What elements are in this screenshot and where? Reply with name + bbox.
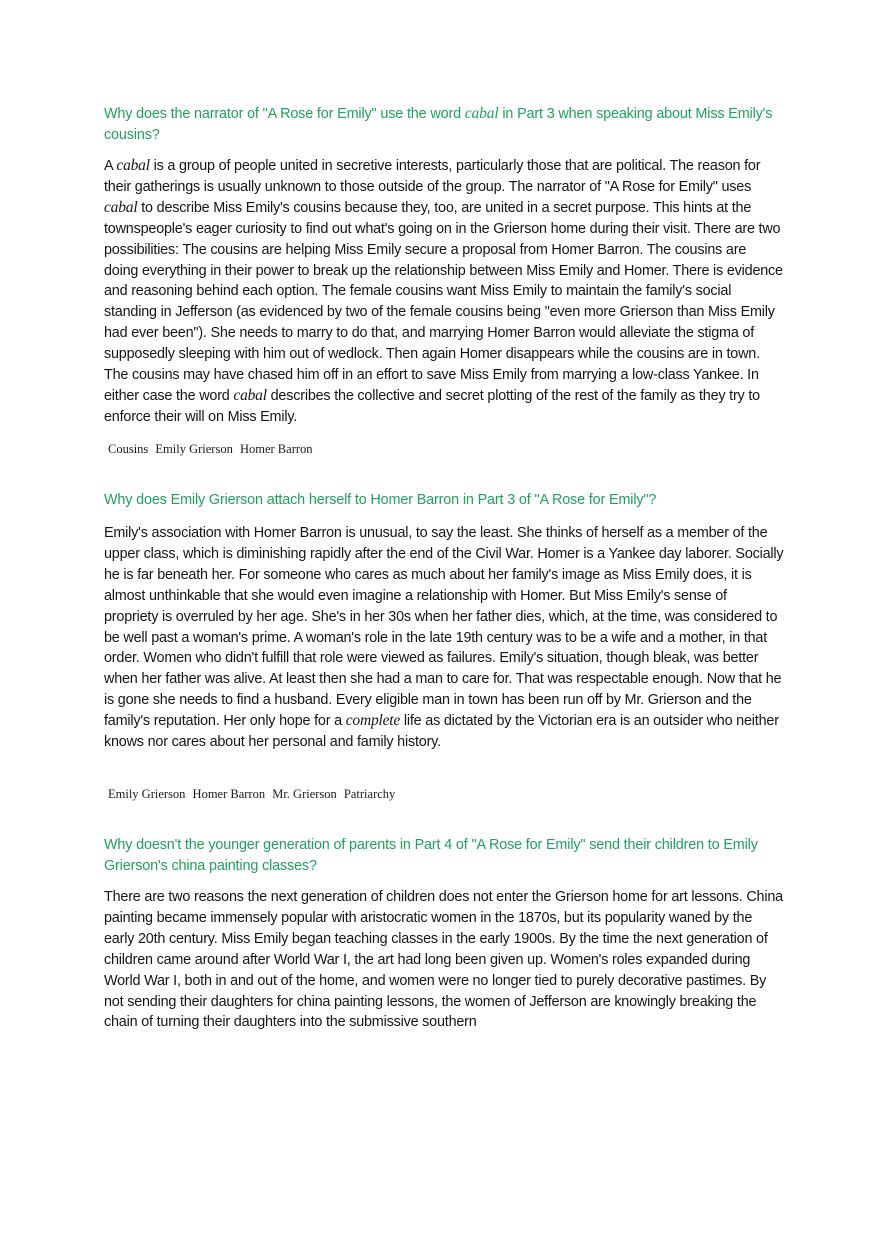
italic-term: cabal: [464, 105, 499, 122]
tag-list: [108, 441, 317, 457]
question-heading-cabal: [104, 103, 784, 146]
answer-text: There are two reasons the next generation of children does not enter the Grierson home for art lessons. China painting became immensely popular with aristocratic women in the 1870s, but its popularity waned by the early 20th century. Miss Emily began teaching classes in the early 1900s. By the time the next generation of children came around after World War I, the art had long been given up. Women's roles expanded during World War I, both in and out of the home, and women were no longer tied to purely decorative pastimes. By not sending their daughters for china painting lessons, the women of Jefferson are knowingly breaking the chain of turning their daughters into the submissive southern: [104, 889, 783, 1031]
italic-term: cabal: [116, 157, 150, 174]
tag-link[interactable]: Homer Barron: [239, 442, 313, 456]
answer-text: describes the collective and secret plotting of the rest of the family as they try to enforce their will on Miss Emily.: [104, 387, 760, 425]
question-text: in Part 3 when speaking about Miss Emily's cousins?: [104, 106, 773, 143]
question-heading-homer: [104, 490, 784, 511]
answer-text: life as dictated by the Victorian era is an outsider who neither knows nor cares about her personal and family history.: [104, 713, 779, 751]
italic-term: cabal: [233, 386, 267, 404]
tag-link[interactable]: Homer Barron: [192, 787, 266, 801]
tag-link[interactable]: Emily Grierson: [155, 442, 233, 456]
italic-term: complete: [345, 712, 401, 730]
tag-link[interactable]: Patriarchy: [343, 787, 396, 801]
tag-link[interactable]: Cousins: [108, 442, 149, 456]
answer-paragraph-homer: [104, 523, 784, 753]
question-text: Why doesn't the younger generation of parents in Part 4 of "A Rose for Emily" send their children to Emily Grierson's china painting classes?: [104, 837, 758, 874]
tag-link[interactable]: Emily Grierson: [108, 787, 186, 801]
italic-term: cabal: [104, 198, 138, 216]
answer-text: to describe Miss Emily's cousins because they, too, are united in a secret purpose. This hints at the townspeople's eager curiosity to find out what's going on in the Grierson home during their visit. There are two possibilities: The cousins are helping Miss Emily secure a proposal from Homer Barron. The cousins are doing everything in their power to break up the relationship between Miss Emily and Homer. There is evidence and reasoning behind each option. The female cousins want Miss Emily to maintain the family's social standing in Jefferson (as evidenced by two of the female cousins being "even more Grierson than Miss Emily had ever been"). She needs to marry to do that, and marrying Homer Barron would alleviate the stigma of supposedly sleeping with him out of wedlock. Then again Homer disappears while the cousins are in town. The cousins may have chased him off in an effort to save Miss Emily from marrying a low-class Yankee. In either case the word: [104, 199, 783, 404]
answer-paragraph-cabal: [104, 156, 784, 428]
tag-link[interactable]: Mr. Grierson: [272, 787, 337, 801]
answer-text: Emily's association with Homer Barron is unusual, to say the least. She thinks of herself as a member of the upper class, which is diminishing rapidly after the end of the Civil War. Homer is a Yankee day laborer. Socially he is far beneath her. For someone who cares as much about her family's image as Miss Emily does, it is almost unthinkable that she would even imagine a relationship with Homer. But Miss Emily's sense of propriety is overruled by her age. She's in her 30s when her father dies, which, at the time, was considered to be well past a woman's prime. A woman's role in the late 19th century was to be a wife and a mother, in that order. Women who didn't fulfill that role were viewed as failures. Emily's situation, though bleak, was better when her father was alive. At least then she had a man to care for. That was respectable enough. Now that he is gone she needs to find a husband. Every eligible man in town has been run off by Mr. Grierson and the family's reputation. Her only hope for a: [104, 525, 784, 730]
question-text: Why does the narrator of "A Rose for Emily" use the word: [104, 106, 465, 122]
answer-paragraph-china-painting: [104, 887, 784, 1033]
answer-text: A: [104, 158, 117, 174]
tag-list: [108, 786, 399, 802]
question-text: Why does Emily Grierson attach herself to Homer Barron in Part 3 of "A Rose for Emily"?: [104, 492, 657, 508]
answer-text: is a group of people united in secretive interests, particularly those that are political. The reason for their gatherings is usually unknown to those outside of the group. The narrator of "A Rose for Emily" uses: [104, 158, 761, 195]
question-heading-china-painting: [104, 835, 784, 877]
